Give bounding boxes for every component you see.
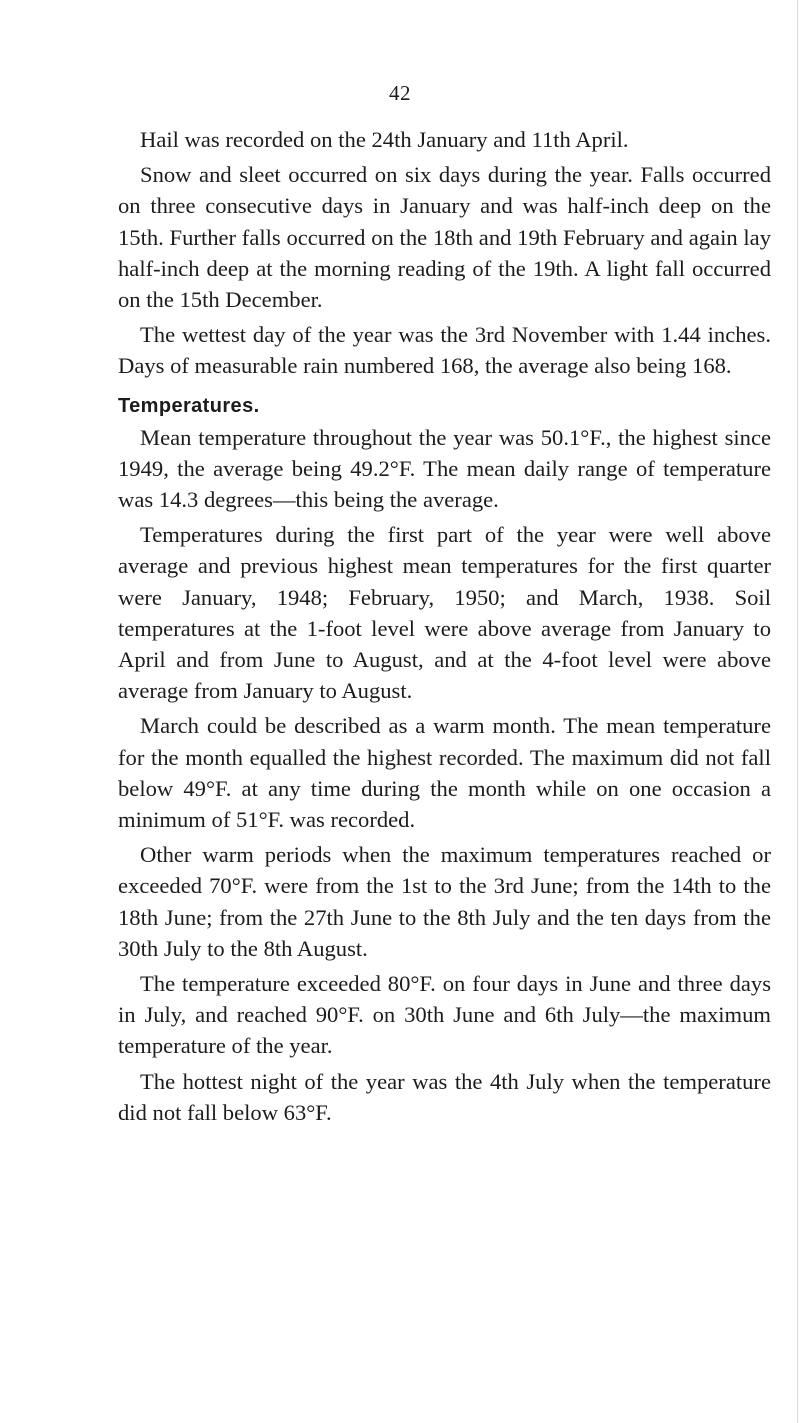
paragraph-wettest-day: The wettest day of the year was the 3rd November with 1.44 inches. Days of measurable rain numbered 168, the average also being 168. — [118, 322, 771, 379]
page-number: 42 — [389, 81, 411, 105]
document-body — [118, 124, 771, 1128]
paragraph-warm-periods: Other warm periods when the maximum temperatures reached or exceeded 70°F. were from the 1st to the 3rd June; from the 14th to the 18th June; from the 27th June to the 8th July and the ten days from the 30th July to the 8th August. — [118, 842, 771, 961]
paragraph-hail: Hail was recorded on the 24th January and 11th April. — [140, 127, 629, 152]
paragraph-exceeded-80f: The temperature exceeded 80°F. on four days in June and three days in July, and reached 90°F. on 30th June and 6th July—the maximum temperature of the year. — [118, 971, 771, 1059]
page-edge-line — [797, 0, 798, 1423]
paragraph-first-part-of-year: Temperatures during the first part of the year were well above average and previous highest mean temperatures for the first quarter were January, 1948; February, 1950; and March, 1938. Soil temperatures at the 1-foot level were above average from January to April and from June to August, and at the 4-foot level were above average from January to August. — [118, 522, 771, 704]
paragraph-mean-temperature: Mean temperature throughout the year was 50.1°F., the highest since 1949, the average being 49.2°F. The mean daily range of temperature was 14.3 degrees—this being the average. — [118, 424, 771, 513]
paragraph-march: March could be described as a warm month. The mean temperature for the month equalled the highest recorded. The maximum did not fall below 49°F. at any time during the month while on one occasion a minimum of 51°F. was recorded. — [118, 713, 771, 833]
section-heading-temperatures: Temperatures. — [118, 394, 260, 417]
paragraph-snow: Snow and sleet occurred on six days during the year. Falls occurred on three consecutive days in January and was half-inch deep on the 15th. Further falls occurred on the 18th and 19th February and again lay half-inch deep at the morning reading of the 19th. A light fall occurred on the 15th December. — [118, 162, 771, 313]
paragraph-hottest-night: The hottest night of the year was the 4th July when the temperature did not fall below 63°F. — [118, 1068, 771, 1125]
